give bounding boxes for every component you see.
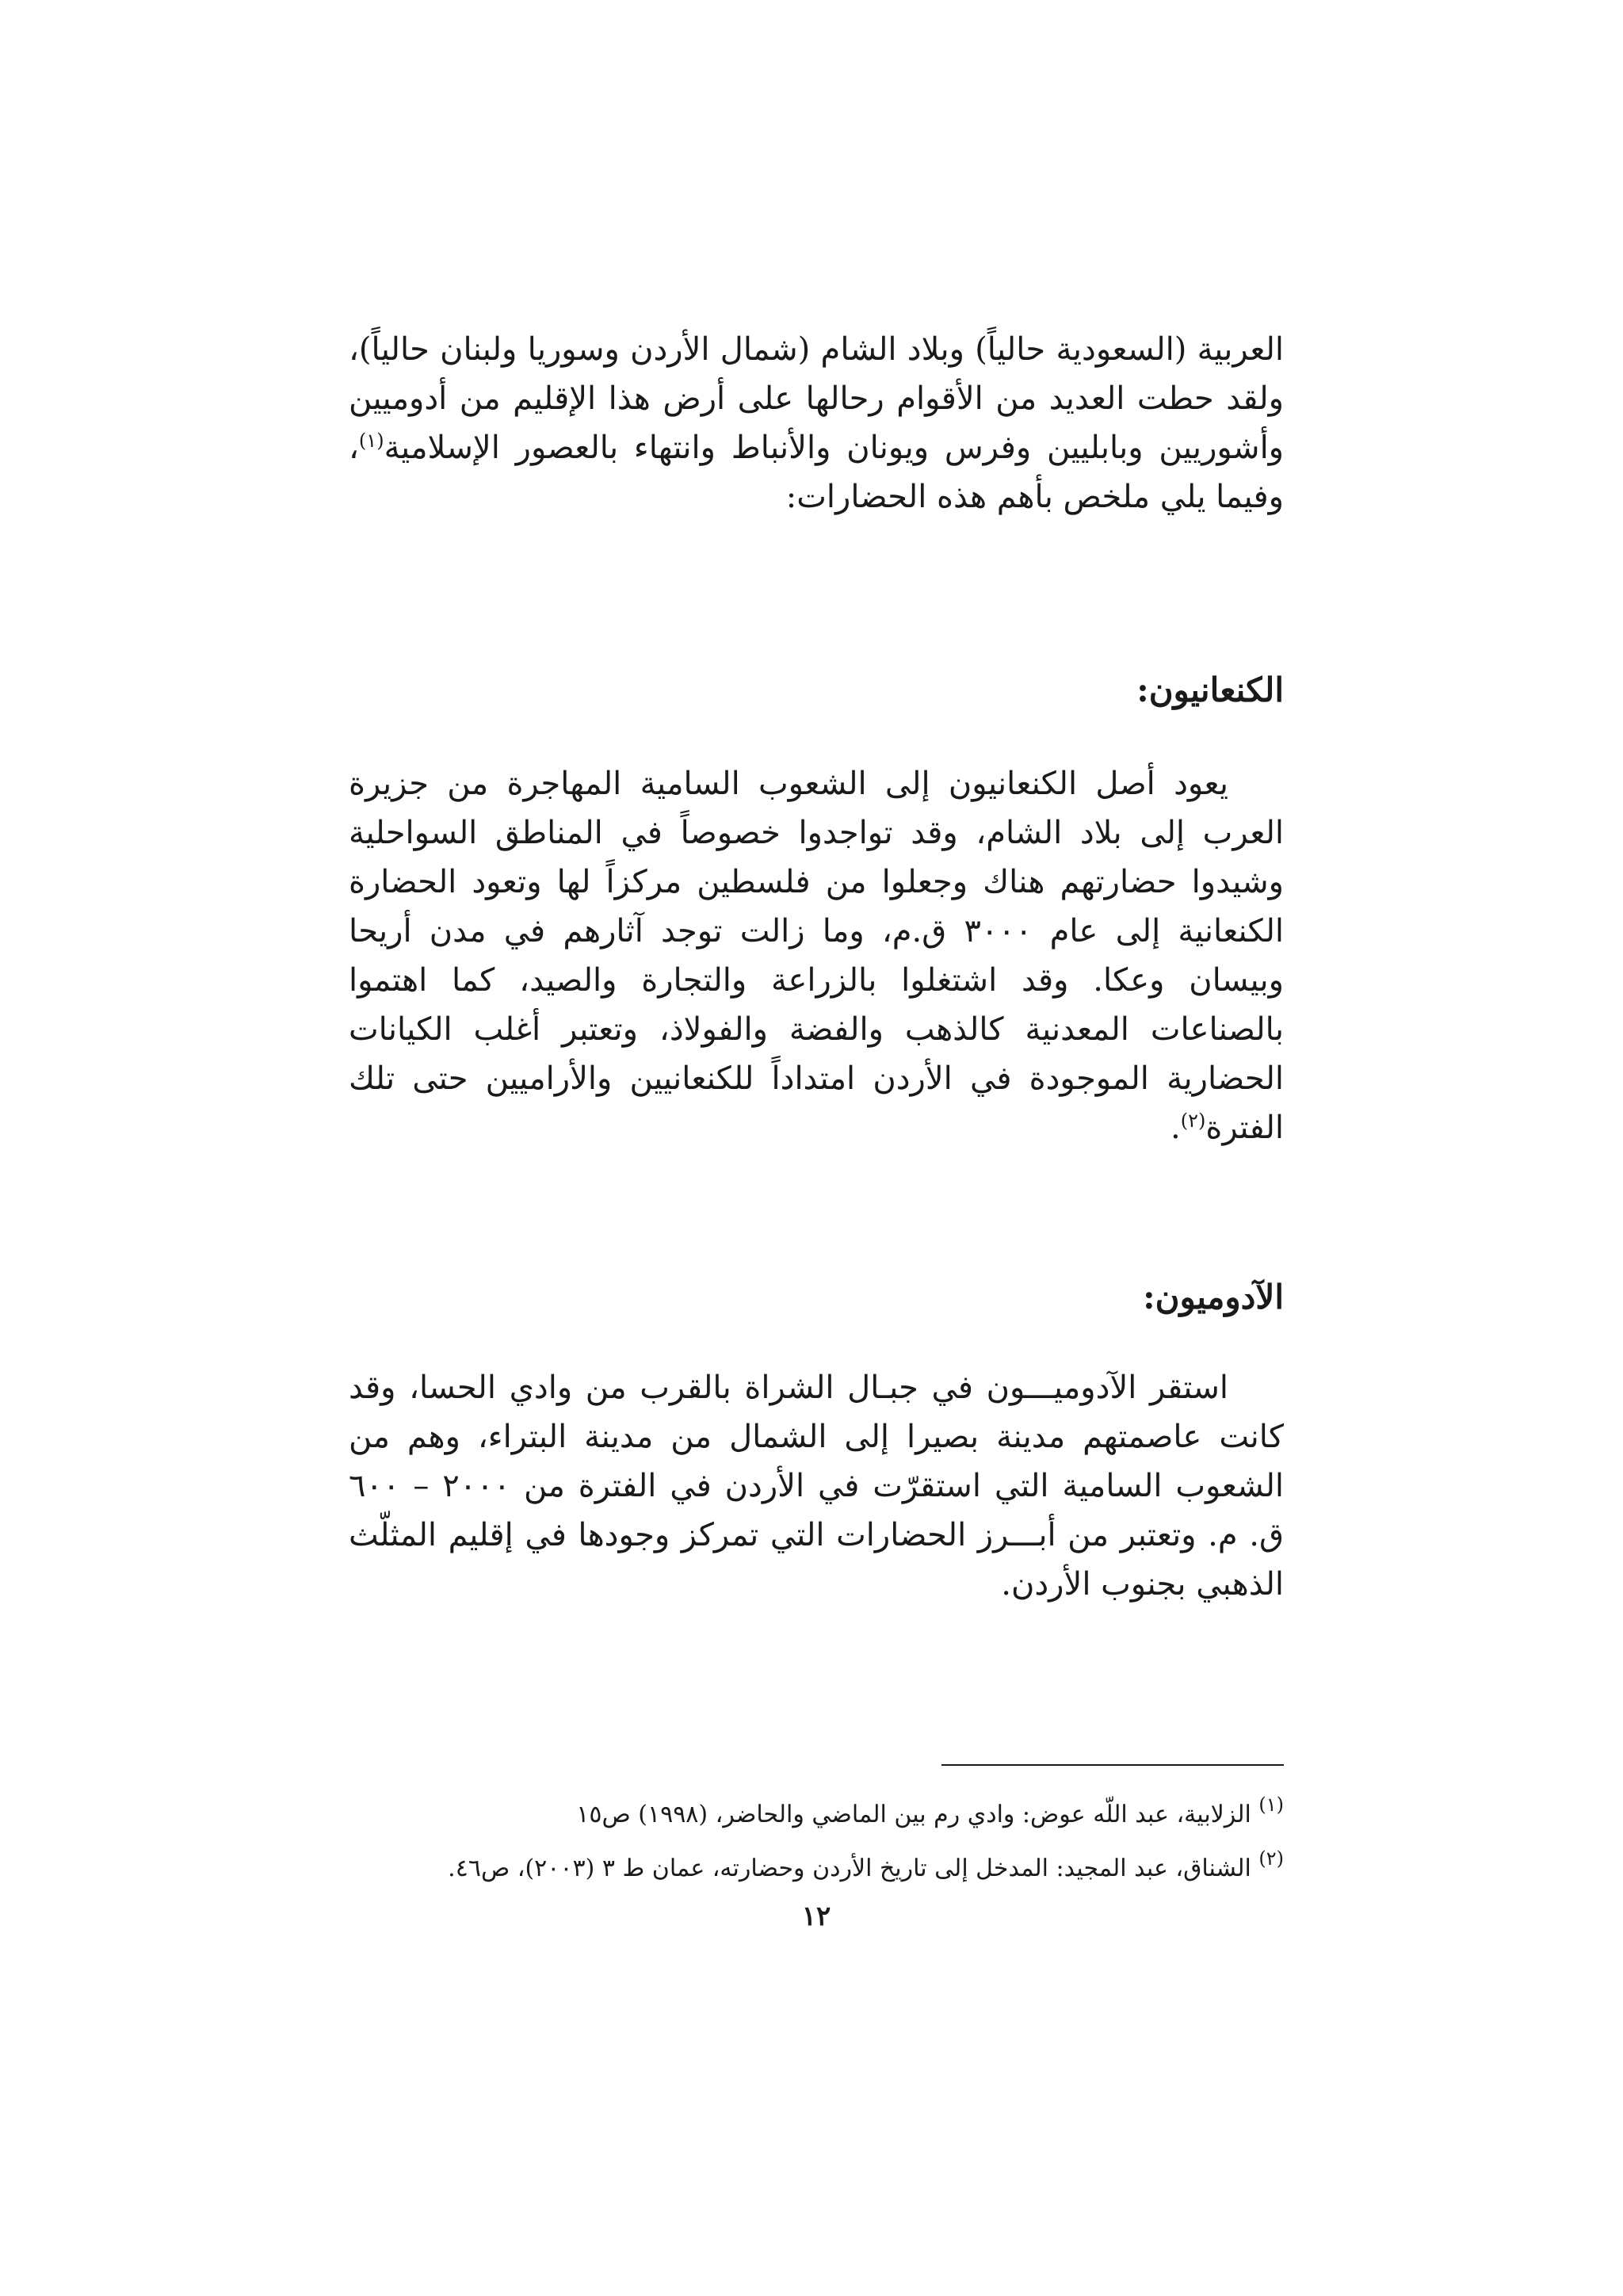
heading-edomites: الآدوميون: <box>1143 1278 1284 1316</box>
footnote-1-text: الزلابية، عبد اللّه عوض: وادي رم بين الماضي والحاضر، (١٩٩٨) ص١٥ <box>576 1801 1251 1828</box>
edomites-text: استقر الآدوميـــون في جبـال الشراة بالقرب من وادي الحسا، وقد كانت عاصمتهم مدينة بصيرا إلى الشمال من مدينة البتراء، وهم من الشعوب السامية التي استقرّت في الأردن في الفترة من ٢٠٠٠ – ٦٠٠ ق. م. وتعتبر من أبـــرز الحضارات التي تمركز وجودها في إقليم المثلّث الذهبي بجنوب الأردن. <box>349 1370 1284 1603</box>
heading-canaanites: الكنعانيون: <box>1136 670 1284 709</box>
footnote-2 <box>448 1847 1284 1882</box>
canaanites-end: . <box>1170 1110 1181 1146</box>
footnote-ref-2[interactable]: (٢) <box>1180 1110 1206 1132</box>
canaanites-text: يعود أصل الكنعانيون إلى الشعوب السامية المهاجرة من جزيرة العرب إلى بلاد الشام، وقد تواجدوا خصوصاً في المناطق السواحلية وشيدوا حضارتهم هناك وجعلوا من فلسطين مركزاً لها وتعود الحضارة الكنعانية إلى عام ٣٠٠٠ ق.م، وما زالت توجد آثارهم في مدن أريحا وبيسان وعكا. وقد اشتغلوا بالزراعة والتجارة والصيد، كما اهتموا بالصناعات المعدنية كالذهب والفضة والفولاذ، وتعتبر أغلب الكيانات الحضارية الموجودة في الأردن امتداداً للكنعانيين والأراميين حتى تلك الفترة <box>349 766 1285 1146</box>
page-number: ١٢ <box>801 1901 831 1932</box>
intro-text-a: العربية (السعودية حالياً) وبلاد الشام (شمال الأردن وسوريا ولبنان حالياً)، ولقد حطت العديد من الأقوام رحالها على أرض هذا الإقليم من أدوميين وأشوريين وبابليين وفرس ويونان والأنباط وانتهاء بالعصور الإسلامية <box>349 331 1284 466</box>
canaanites-paragraph <box>349 759 1284 1152</box>
footnote-1-marker: (١) <box>1258 1794 1284 1816</box>
intro-paragraph <box>349 325 1284 521</box>
footnote-ref-1[interactable]: (١) <box>358 430 384 452</box>
footnote-separator <box>941 1764 1284 1766</box>
footnote-2-marker: (٢) <box>1258 1847 1284 1870</box>
intro-text-b: ، وفيما يلي ملخص بأهم هذه الحضارات: <box>349 430 1284 515</box>
footnote-2-text: الشناق، عبد المجيد: المدخل إلى تاريخ الأردن وحضارته، عمان ط ٣ (٢٠٠٣)، ص٤٦. <box>448 1855 1251 1882</box>
footnote-1 <box>576 1794 1284 1828</box>
edomites-paragraph <box>349 1363 1284 1609</box>
